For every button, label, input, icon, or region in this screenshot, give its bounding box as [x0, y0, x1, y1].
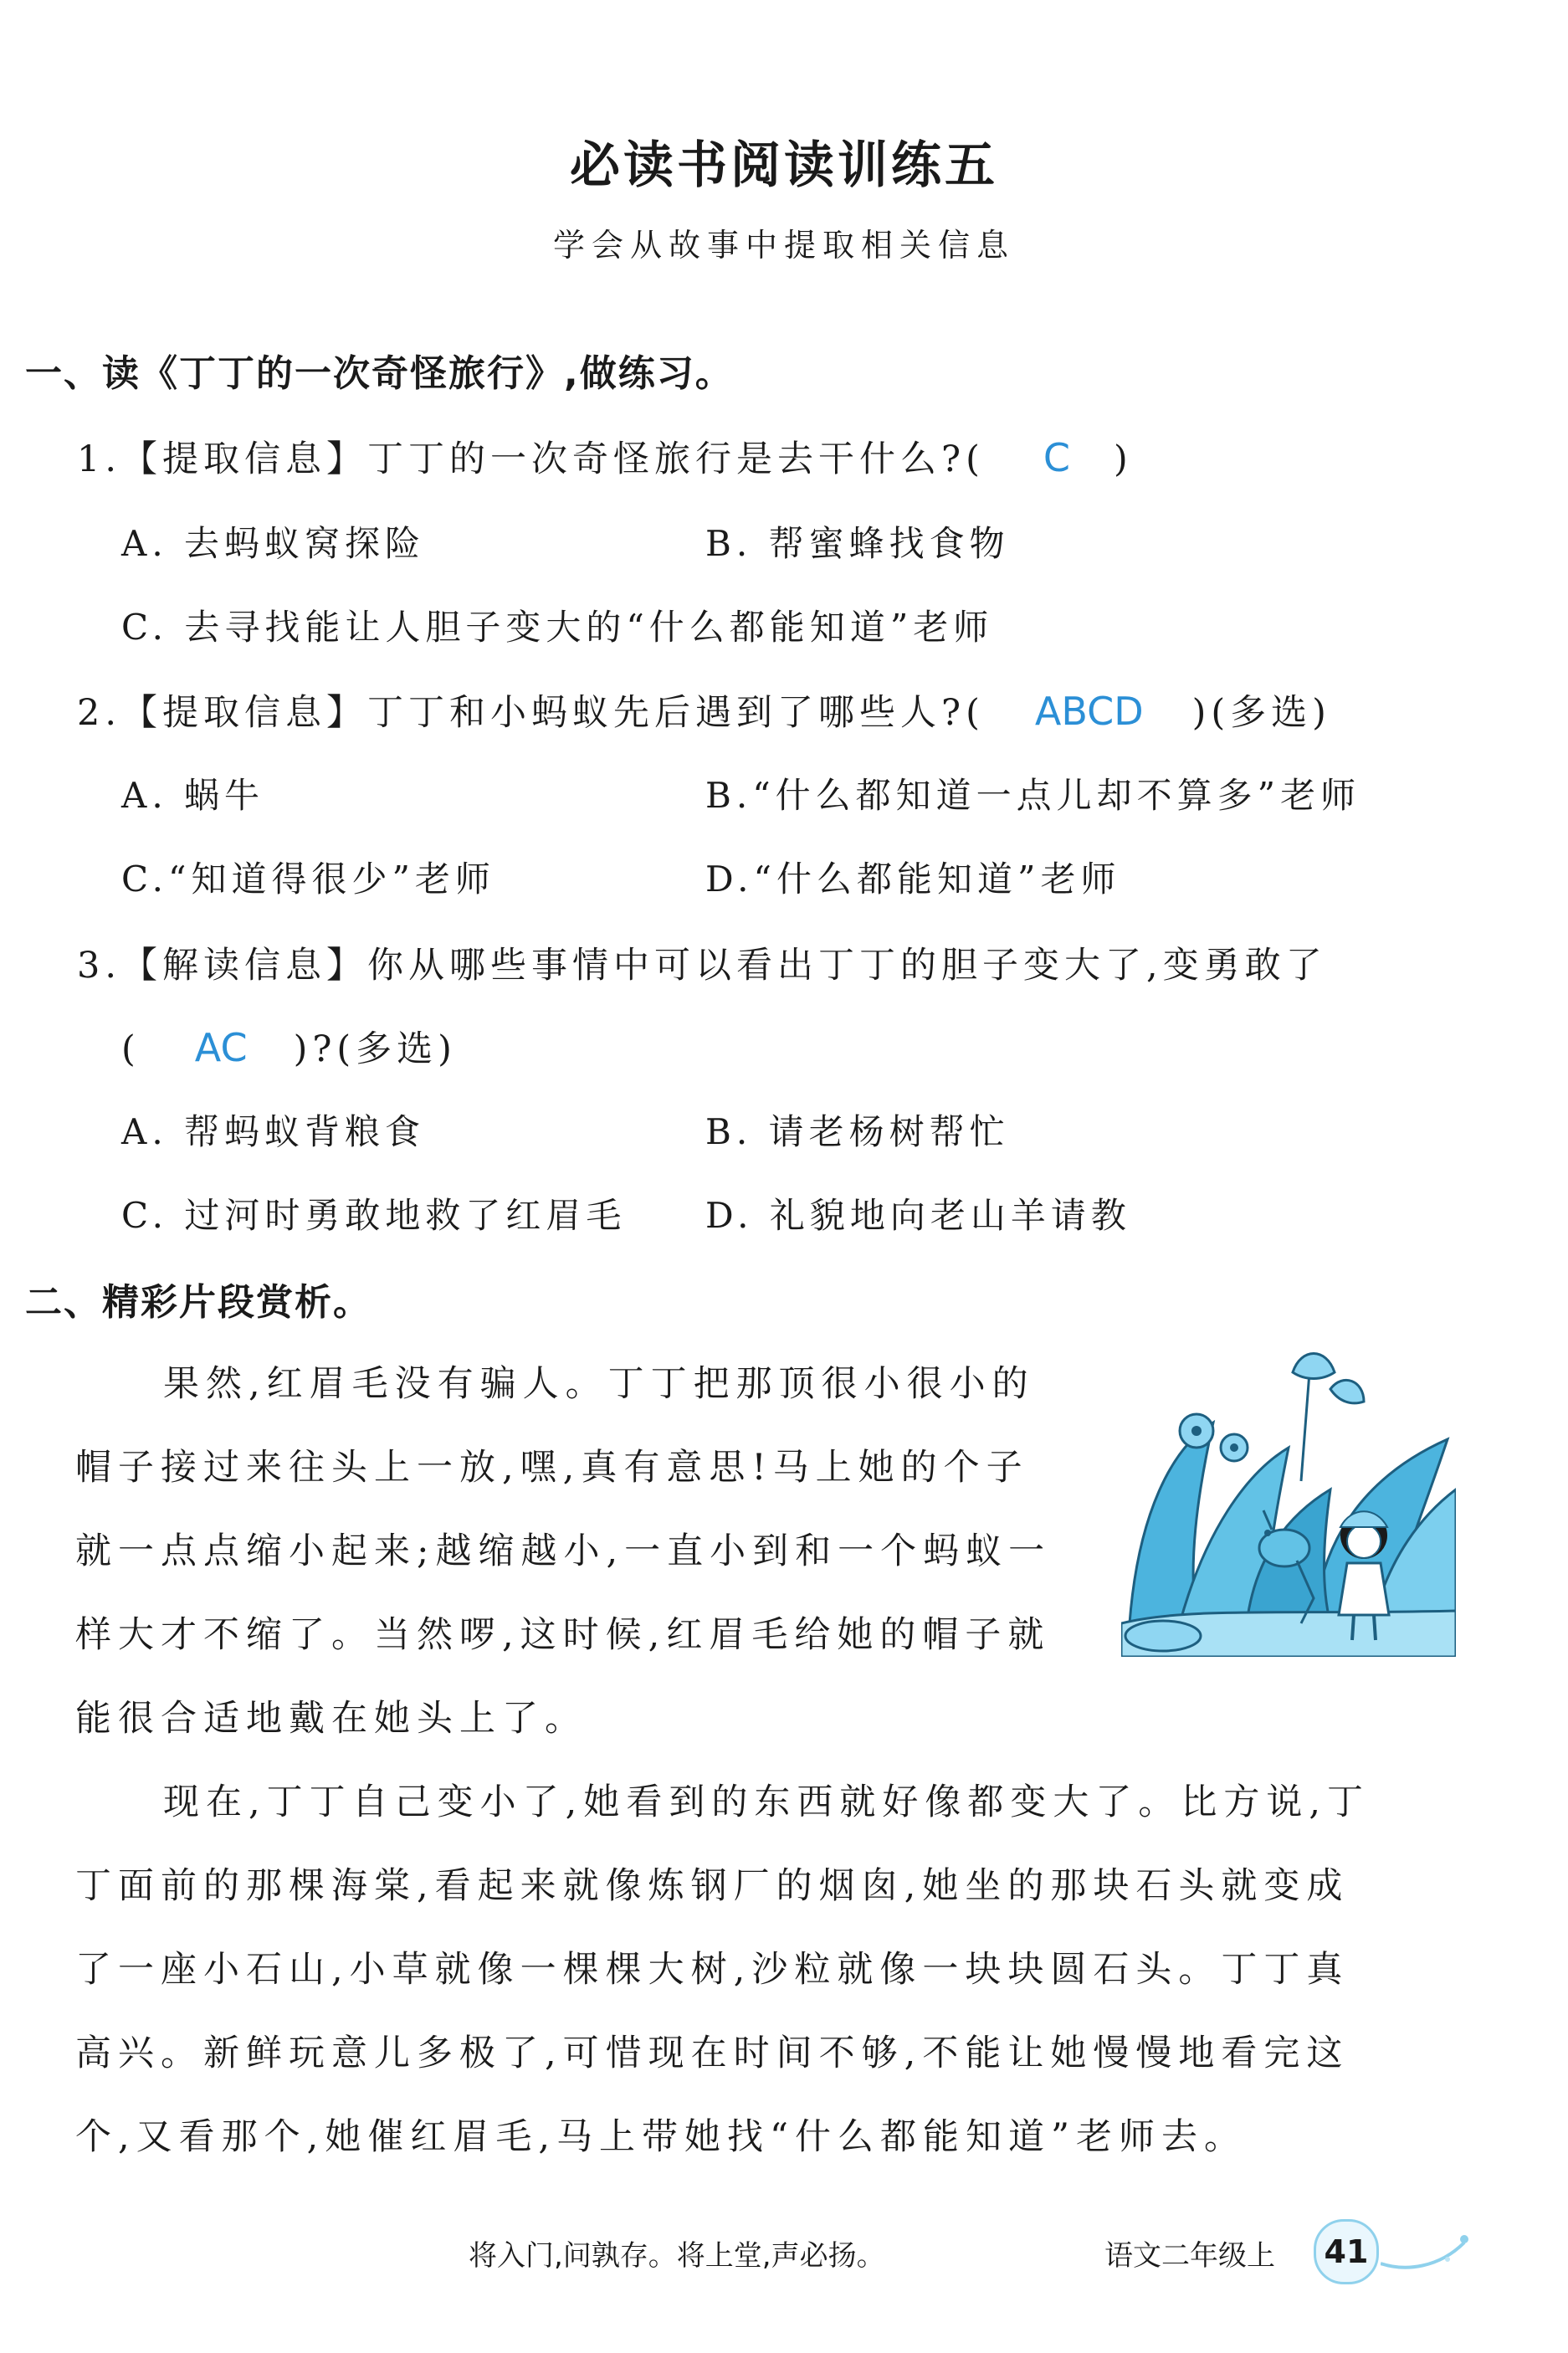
- paragraph-2-line-2: 丁面前的那棵海棠,看起来就像炼钢厂的烟囱,她坐的那块石头就变成: [75, 1865, 1350, 1907]
- question-1-close: ): [1113, 438, 1133, 480]
- section-1-heading: 一、读《丁丁的一次奇怪旅行》,做练习。: [25, 352, 734, 395]
- q3-option-c: C. 过河时勇敢地救了红眉毛: [121, 1195, 627, 1236]
- question-2-answer: ABCD: [1034, 689, 1144, 734]
- paragraph-1-line-2: 帽子接过来往头上一放,嘿,真有意思!马上她的个子: [75, 1447, 1029, 1489]
- q3-option-d: D. 礼貌地向老山羊请教: [705, 1195, 1131, 1236]
- question-3: 3.【解读信息】你从哪些事情中可以看出丁丁的胆子变大了,变勇敢了: [77, 945, 1327, 987]
- page-title: 必读书阅读训练五: [570, 136, 998, 195]
- paragraph-2-line-3: 了一座小石山,小草就像一棵棵大树,沙粒就像一块块圆石头。丁丁真: [75, 1949, 1350, 1991]
- paragraph-1-line-1: 果然,红眉毛没有骗人。丁丁把那顶很小很小的: [163, 1363, 1035, 1405]
- question-1: [77, 431, 1133, 482]
- q3-option-a: A. 帮蚂蚁背粮食: [121, 1111, 426, 1152]
- paragraph-2-line-5: 个,又看那个,她催红眉毛,马上带她找“什么都能知道”老师去。: [75, 2116, 1247, 2158]
- section-2-heading: 二、精彩片段赏析。: [25, 1281, 372, 1324]
- paragraph-2-line-4: 高兴。新鲜玩意儿多极了,可惜现在时间不够,不能让她慢慢地看完这: [75, 2033, 1350, 2074]
- footer-book-label: 语文二年级上: [1104, 2239, 1275, 2273]
- q1-option-c: C. 去寻找能让人胆子变大的“什么都能知道”老师: [121, 607, 994, 648]
- question-3-open: (: [121, 1028, 141, 1070]
- paragraph-1-line-5: 能很合适地戴在她头上了。: [75, 1698, 587, 1740]
- question-2-close: )(多选): [1191, 692, 1331, 734]
- paragraph-1-line-3: 就一点点缩小起来;越缩越小,一直小到和一个蚂蚁一: [75, 1530, 1052, 1572]
- page-number: 41: [1314, 2219, 1379, 2284]
- decorative-swirl-icon: [1381, 2226, 1473, 2276]
- q2-option-a: A. 蜗牛: [121, 775, 265, 816]
- q3-option-b: B. 请老杨树帮忙: [705, 1111, 1010, 1152]
- question-1-text: 1.【提取信息】丁丁的一次奇怪旅行是去干什么?(: [77, 438, 985, 480]
- paragraph-2-line-1: 现在,丁丁自己变小了,她看到的东西就好像都变大了。比方说,丁: [163, 1781, 1371, 1823]
- paragraph-1-line-4: 样大才不缩了。当然啰,这时候,红眉毛给她的帽子就: [75, 1614, 1051, 1656]
- story-illustration: [1121, 1347, 1456, 1657]
- ground: [1121, 1611, 1456, 1657]
- question-3-answer: AC: [194, 1025, 248, 1070]
- question-3-blank: [121, 1021, 457, 1072]
- question-2: [77, 684, 1331, 736]
- footer-motto: 将入门,问孰存。将上堂,声必扬。: [469, 2239, 885, 2273]
- q2-option-b: B.“什么都知道一点儿却不算多”老师: [705, 775, 1361, 816]
- question-1-answer: C: [1043, 435, 1070, 480]
- question-2-text: 2.【提取信息】丁丁和小蚂蚁先后遇到了哪些人?(: [77, 692, 985, 734]
- question-3-close: )?(多选): [293, 1028, 457, 1070]
- page-subtitle: 学会从故事中提取相关信息: [552, 227, 1015, 264]
- q2-option-d: D.“什么都能知道”老师: [705, 859, 1121, 900]
- q2-option-c: C.“知道得很少”老师: [121, 859, 495, 900]
- q1-option-b: B. 帮蜜蜂找食物: [705, 523, 1010, 564]
- q1-option-a: A. 去蚂蚁窝探险: [121, 523, 426, 564]
